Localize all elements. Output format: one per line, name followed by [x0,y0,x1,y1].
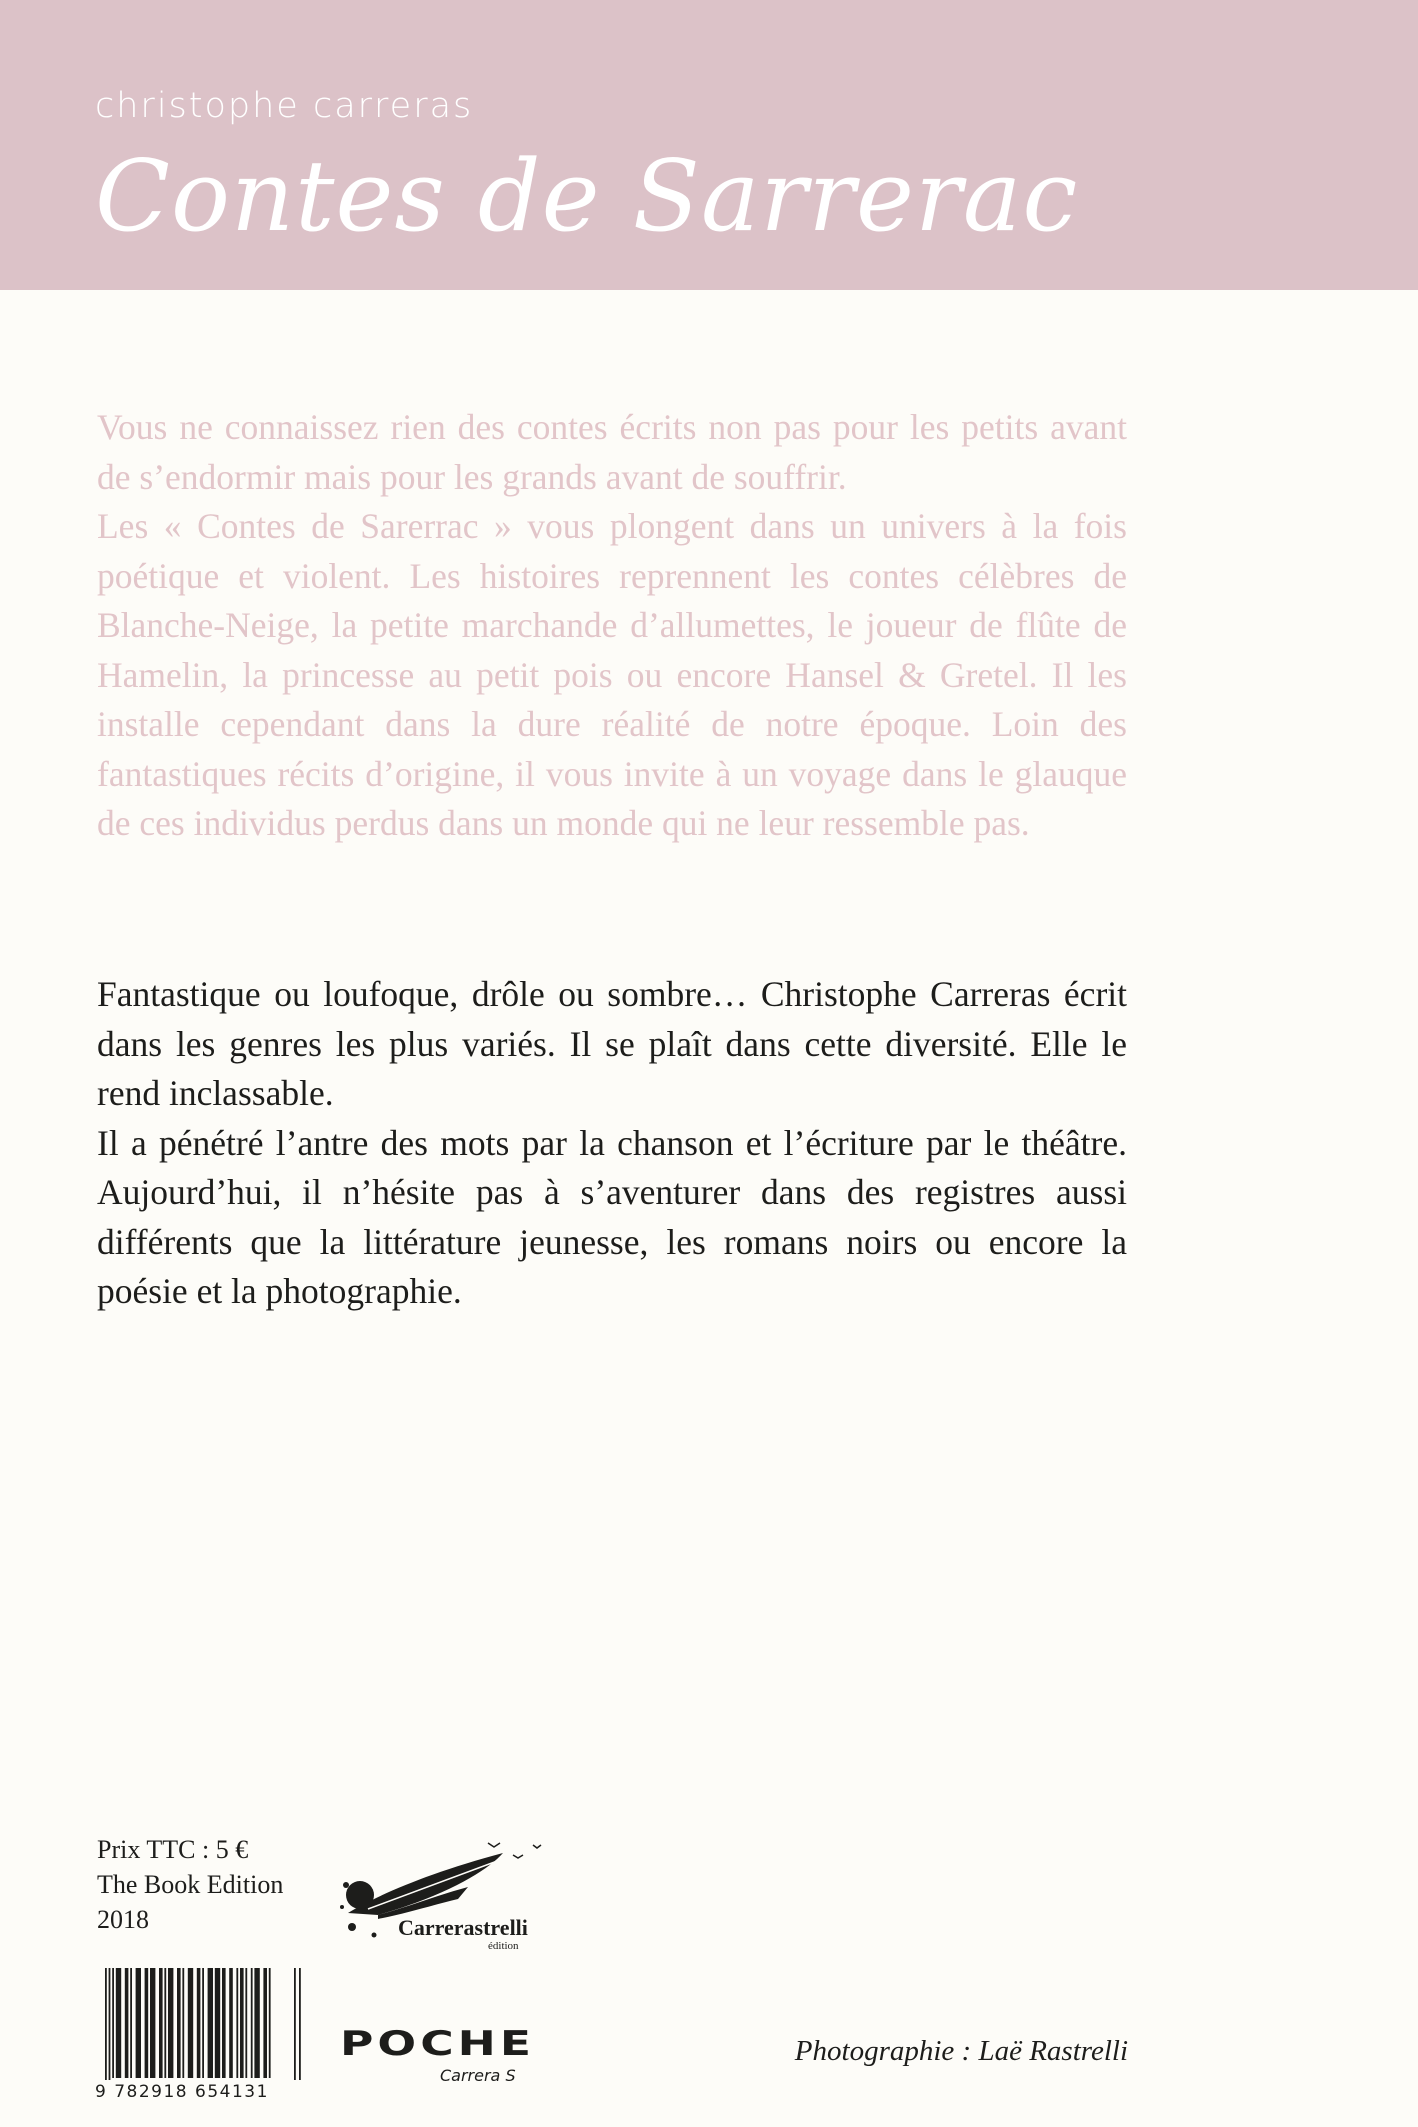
barcode-bar [263,1968,267,2078]
barcode-bar [202,1968,204,2078]
barcode-bar [136,1968,141,2078]
back-cover-blurb [97,403,1127,849]
book-title: Contes de Sarrerac [95,140,1079,254]
photo-credit: Photographie : Laë Rastrelli [794,2035,1128,2067]
barcode-bar [269,1968,271,2078]
publisher-logo-subtitle: édition [488,1940,519,1952]
barcode-bar [236,1968,238,2078]
blurb-paragraph: Les « Contes de Sarerrac » vous plongent dans un univers à la fois poétique et violent. Les histoires reprennent les contes célèbres de Blanche-Neige, la petite marchande d’allumettes, le joueur de flûte de Hamelin, la princesse au petit pois ou encore Hansel & Gretel. Il les installe cependant dans la dure réalité de notre époque. Loin des fantastiques récits d’origine, il vous invite à un voyage dans le glauque de ces individus perdus dans un monde qui ne leur ressemble pas. [97,506,1127,843]
author-name: christophe carreras [95,86,474,126]
barcode-bar [208,1968,213,2078]
barcode-bar [150,1968,155,2078]
series-logo [340,2015,540,2095]
barcode-bar [125,1968,129,2078]
barcode-bar [251,1968,253,2078]
barcode-bar [182,1968,184,2078]
price-label: Prix TTC : 5 € [97,1835,249,1864]
barcode-bar [105,1968,107,2093]
bio-paragraph: Fantastique ou loufoque, drôle ou sombre… Christophe Carreras écrit dans les genres les plus variés. Il se plaît dans cette diversité. Elle le rend inclassable. [97,974,1127,1113]
barcode-bar [240,1968,244,2078]
barcode-bar [254,1968,259,2078]
barcode [95,1968,307,2098]
barcode-bar [159,1968,163,2078]
barcode-bar [294,1968,296,2093]
barcode-bar [215,1968,220,2078]
barcode-bar [116,1968,121,2078]
bio-paragraph: Il a pénétré l’antre des mots par la chanson et l’écriture par le théâtre. Aujourd’hui, il n’hésite pas à s’aventurer dans des registres aussi différents que la littérature jeunesse, les romans noirs ou encore la poésie et la photographie. [97,1122,1127,1311]
publication-info [97,1832,283,1937]
author-bio [97,970,1127,1317]
header-band [0,0,1418,290]
publisher-logo-name: Carrerastrelli [398,1915,528,1940]
barcode-bar [299,1968,301,2093]
barcode-bar [145,1968,149,2078]
barcode-bar [229,1968,233,2078]
series-logo-title: POCHE [340,2024,535,2064]
barcode-bar [130,1968,132,2078]
barcode-bar [168,1968,173,2078]
year-label: 2018 [97,1905,149,1934]
series-logo-subtitle: Carrera S [440,2066,516,2085]
barcode-bar [177,1968,181,2078]
publisher-label: The Book Edition [97,1870,284,1899]
barcode-bar [109,1968,111,2093]
publisher-logo [338,1835,568,1955]
barcode-bar [197,1968,201,2078]
barcode-bar [188,1968,193,2078]
barcode-bar [164,1968,166,2078]
barcode-bar [222,1968,226,2078]
blurb-paragraph: Vous ne connaissez rien des contes écrits non pas pour les petits avant de s’endormir mais pour les grands avant de souffrir. [97,407,1127,497]
barcode-bar [112,1968,114,2078]
barcode-bar [245,1968,247,2078]
barcode-digits: 9 782918 654131 [95,2080,307,2102]
